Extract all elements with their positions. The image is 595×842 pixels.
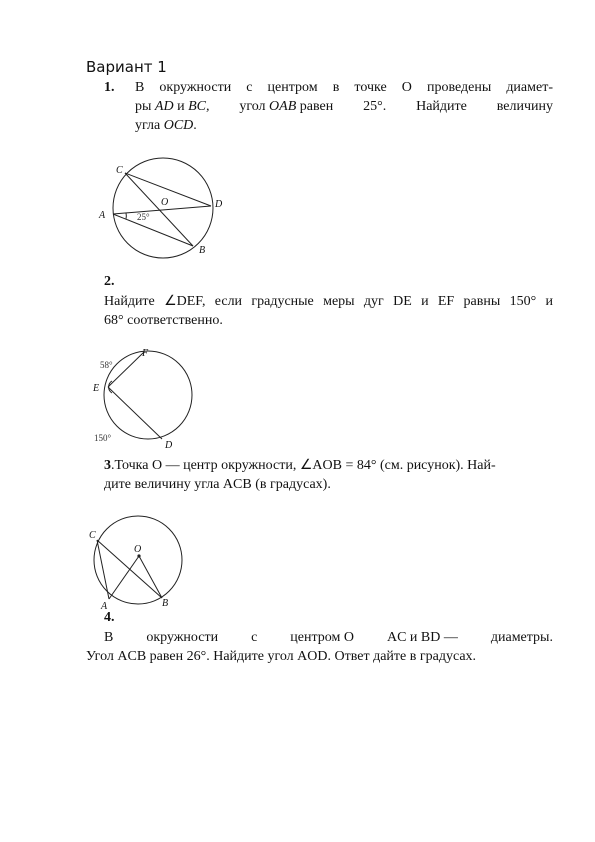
fig3-label-c: C [89, 530, 96, 541]
word: с [251, 630, 258, 645]
problem-3-line-1 [104, 456, 553, 475]
word: и [177, 99, 185, 114]
fig3-label-a: A [101, 601, 108, 612]
problem-4-line-1 [104, 628, 553, 647]
fig1-label-a: A [99, 210, 106, 221]
problem-4-number: 4. [104, 610, 115, 625]
figure-1-circle-diameters [95, 158, 235, 268]
word: BC, [188, 99, 210, 114]
word: угла [135, 118, 164, 133]
word: В [104, 630, 114, 645]
fig3-label-b: B [162, 598, 169, 609]
word: OAB [269, 99, 297, 114]
fig1-label-b: B [199, 245, 206, 256]
problem-3-number: 3 [104, 458, 111, 473]
problem-3-text: .Точка O — центр окружности, ∠AOB = 84° (см. рисунок). Най- [111, 458, 496, 473]
fig2-arc-58: 58° [100, 360, 113, 370]
word: 25°. [363, 99, 387, 114]
fig2-label-e: E [93, 383, 100, 394]
figure-3-circle-inscribed-angle [84, 510, 194, 610]
fig1-label-c: C [116, 165, 123, 176]
word: угол [239, 99, 266, 114]
problem-1-line-2 [135, 97, 553, 116]
word: ры [135, 99, 152, 114]
word: Найдите [416, 99, 467, 114]
word: AC и BD — [386, 630, 458, 645]
word: . [193, 118, 197, 133]
problem-3-line-2: дите величину угла ACB (в градусах). [104, 477, 331, 492]
variant-heading: Вариант 1 [86, 58, 167, 76]
word: OCD [163, 118, 194, 133]
word: величину [496, 99, 553, 114]
fig2-arc-150: 150° [94, 433, 112, 443]
word: центром O [290, 630, 354, 645]
word: окружности [146, 630, 219, 645]
problem-1-number: 1. [104, 80, 115, 95]
word: AD [154, 99, 174, 114]
figure-2-circle-arcs [92, 347, 202, 452]
fig2-label-f: F [142, 348, 149, 359]
problem-2-number: 2. [104, 274, 115, 289]
fig2-label-d: D [165, 440, 173, 451]
problem-2-line-2: 68° соответственно. [104, 313, 223, 328]
word: диаметры. [490, 630, 553, 645]
problem-2-line-1: Найдите ∠DEF, если градусные меры дуг DE и EF равны 150° и [104, 294, 553, 309]
problem-4-line-2: Угол ACB равен 26°. Найдите угол AOD. Ответ дайте в градусах. [86, 649, 477, 664]
problem-1-line-3 [135, 116, 197, 135]
fig3-label-o: O [134, 544, 142, 555]
fig1-angle-label: 25° [137, 212, 150, 222]
fig1-label-d: D [215, 199, 223, 210]
word: равен [299, 99, 334, 114]
fig1-label-o: O [161, 197, 169, 208]
problem-1-line-1: В окружности с центром в точке O проведены диамет- [135, 80, 553, 95]
